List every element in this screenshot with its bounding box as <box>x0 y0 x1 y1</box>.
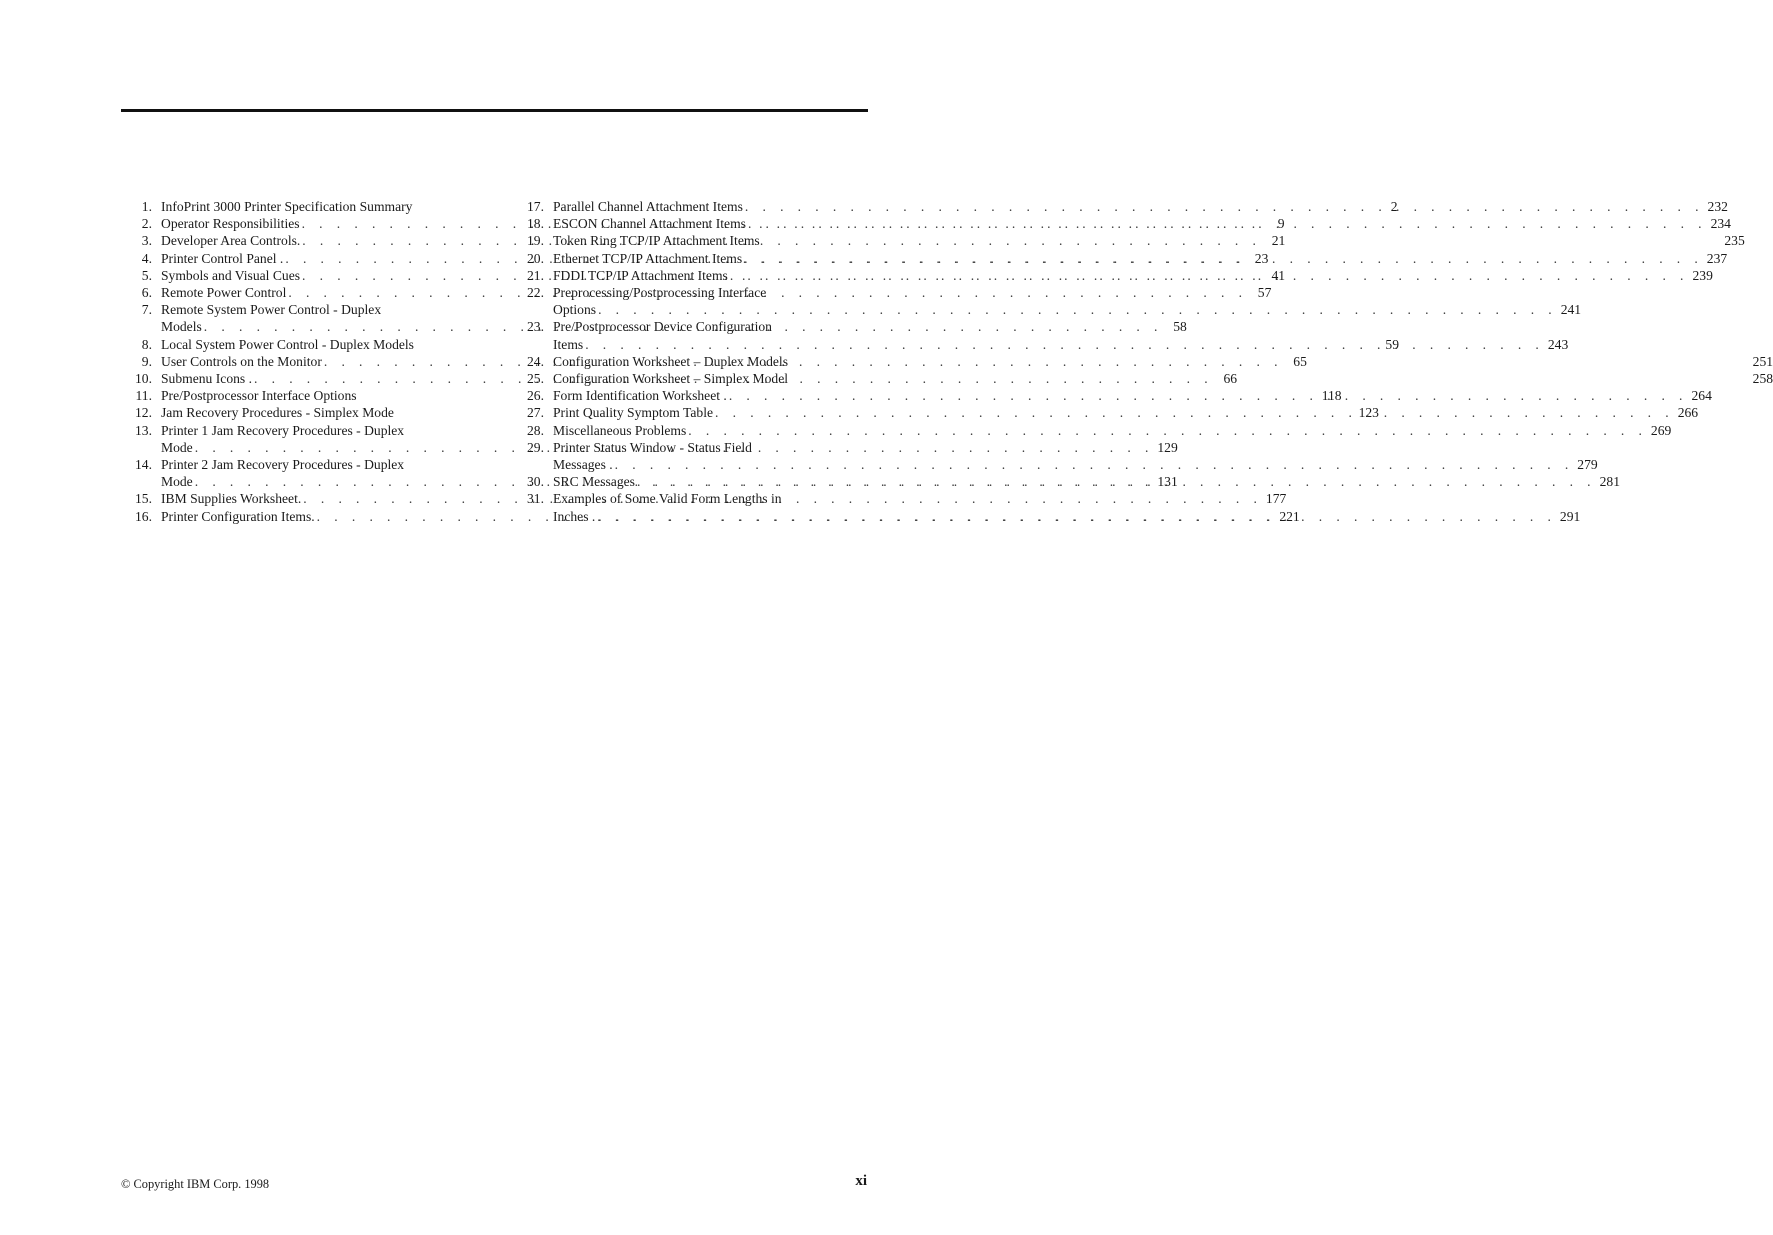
toc-entry-page: 2 <box>1390 199 1398 214</box>
toc-entry-title: Ethernet TCP/IP Attachment Items <box>553 250 743 266</box>
toc-entry-page: 65 <box>1293 353 1307 369</box>
toc-entry-number: 23. <box>527 319 544 335</box>
toc-entry-title: Configuration Worksheet – Duplex Models <box>553 353 789 369</box>
toc-entry-number: 20. <box>527 250 544 266</box>
dot-leader <box>715 404 1674 421</box>
toc-entry-page: 59 <box>1385 336 1399 352</box>
toc-entry-number: 24. <box>527 353 544 369</box>
toc-entry-number: 17. <box>527 199 544 214</box>
toc-entry-title: Pre/Postprocessor Interface Options <box>161 388 357 404</box>
toc-entry-title: Mode <box>161 474 193 490</box>
toc-entry-title: Printer Configuration Items. <box>161 508 315 524</box>
toc-entry-page: 281 <box>1599 474 1620 490</box>
toc-entry-page: 232 <box>1707 199 1728 214</box>
toc-entry-number: 28. <box>527 422 544 438</box>
toc-entry-title: ESCON Channel Attachment Items <box>553 216 746 232</box>
page-number: xi <box>855 1173 867 1189</box>
toc-entry-title: Developer Area Controls. <box>161 233 301 249</box>
dot-leader <box>745 198 1704 215</box>
toc-entry-number: 5. <box>141 267 152 283</box>
toc-entry-page: 118 <box>1321 388 1342 404</box>
toc-entry-number: 12. <box>135 405 152 421</box>
dot-leader <box>730 267 1689 284</box>
toc-entry-number: 14. <box>135 457 152 473</box>
toc-entry-page: 131 <box>1157 474 1178 490</box>
toc-entry-number: 1. <box>141 199 152 214</box>
toc-entry-number: 21. <box>527 267 544 283</box>
toc-entry-title: Miscellaneous Problems <box>553 422 687 438</box>
toc-entry-number: 15. <box>135 491 152 507</box>
toc-entry-title: Pre/Postprocessor Device Configuration <box>553 319 772 335</box>
toc-entry-number: 6. <box>141 285 152 301</box>
top-rule <box>121 109 868 112</box>
toc-entry-title: Parallel Channel Attachment Items <box>553 199 743 214</box>
copyright-notice: © Copyright IBM Corp. 1998 <box>121 1177 270 1191</box>
toc-entry-title: Submenu Icons . <box>161 371 252 387</box>
toc-entry-number: 2. <box>141 216 152 232</box>
toc-entry-title: Jam Recovery Procedures - Simplex Mode <box>161 405 394 421</box>
toc-entry-number: 8. <box>141 336 152 352</box>
toc-entry-title: Configuration Worksheet – Simplex Model <box>553 371 789 387</box>
toc-entry-title: Operator Responsibilities <box>161 216 300 232</box>
toc-entry-page: 23 <box>1254 250 1269 266</box>
toc-entry-number: 18. <box>527 216 544 232</box>
toc-entry-page: 251 <box>1752 353 1773 369</box>
toc-entry-number: 13. <box>135 422 152 438</box>
toc-entry-title: Local System Power Control - Duplex Models <box>161 336 414 352</box>
toc-entry-page: 264 <box>1691 388 1712 404</box>
toc-entry-page: 234 <box>1710 216 1731 232</box>
toc-entry-number: 3. <box>141 233 152 249</box>
toc-entry-number: 27. <box>527 405 544 421</box>
dot-leader <box>585 336 1544 353</box>
toc-entry-number: 19. <box>527 233 544 249</box>
toc-entry-page: 66 <box>1223 371 1238 387</box>
toc-entry-title: Printer 2 Jam Recovery Procedures - Duplex <box>161 457 405 473</box>
dot-leader <box>688 422 1647 439</box>
toc-entry-title: IBM Supplies Worksheet. <box>161 491 302 507</box>
toc-entry-number: 26. <box>527 388 544 404</box>
toc-entry-page: 123 <box>1358 405 1379 421</box>
toc-entry-title: Examples of Some Valid Form Lengths in <box>553 491 782 507</box>
toc-entry-title: Messages . <box>553 457 613 473</box>
toc-entry-title: Remote System Power Control - Duplex <box>161 302 382 318</box>
toc-entry-title: Printer 1 Jam Recovery Procedures - Duplex <box>161 422 405 438</box>
dot-leader <box>748 215 1707 232</box>
dot-leader <box>744 250 1703 267</box>
dot-leader <box>597 508 1556 525</box>
toc-entry-page: 235 <box>1724 233 1745 249</box>
toc-entry-title: Remote Power Control <box>161 285 287 301</box>
toc-entry-page: 9 <box>1277 216 1285 232</box>
toc-entry-number: 30. <box>527 474 544 490</box>
toc-entry-number: 29. <box>527 439 544 455</box>
toc-entry-title: Form Identification Worksheet . <box>553 388 727 404</box>
toc-entry[interactable] <box>513 198 1728 215</box>
toc-entry-page: 266 <box>1677 405 1699 421</box>
toc-entry-title: Inches . <box>553 508 596 524</box>
toc-entry-title: Token Ring TCP/IP Attachment Items <box>553 233 760 249</box>
toc-entry-title: SRC Messages <box>553 474 635 490</box>
toc-entry-number: 25. <box>527 371 544 387</box>
toc-entry-number: 4. <box>141 250 152 266</box>
toc-entry[interactable] <box>513 215 1731 232</box>
toc-entry[interactable] <box>513 250 1728 267</box>
toc-entry-title: Printer Status Window - Status Field <box>553 439 752 455</box>
dot-leader <box>615 456 1574 473</box>
toc-entry-page: 58 <box>1173 319 1187 335</box>
toc-entry-title: Symbols and Visual Cues <box>161 267 301 283</box>
toc-entry-page: 269 <box>1650 422 1672 438</box>
toc-entry-page: 41 <box>1271 267 1286 283</box>
toc-entry-number: 7. <box>141 302 152 318</box>
toc-entry-title: InfoPrint 3000 Printer Specification Summary <box>161 199 413 214</box>
dot-leader <box>729 387 1688 404</box>
toc-entry-page: 291 <box>1559 508 1581 524</box>
toc-entry-number: 16. <box>135 508 152 524</box>
toc-entry-page: 239 <box>1692 267 1713 283</box>
toc-entry-number: 10. <box>135 371 152 387</box>
toc-entry-title: FDDI TCP/IP Attachment Items <box>553 267 728 283</box>
toc-entry-page: 258 <box>1752 371 1773 387</box>
toc-entry-title: Printer Control Panel . <box>161 250 284 266</box>
toc-entry-page: 21 <box>1271 233 1286 249</box>
toc-entry-page: 237 <box>1706 250 1728 266</box>
toc-entry-title: Options <box>553 302 597 318</box>
dot-leader <box>598 301 1557 318</box>
toc-entry-page: 129 <box>1157 439 1178 455</box>
toc-entry-title: Preprocessing/Postprocessing Interface <box>553 285 767 301</box>
toc-entry-number: 11. <box>135 388 152 404</box>
toc-entry-title: Mode <box>161 439 193 455</box>
toc-entry-page: 177 <box>1265 491 1287 507</box>
toc-entry-page: 221 <box>1279 508 1300 524</box>
toc-entry-title: Models <box>161 319 202 335</box>
toc-entry-number: 9. <box>141 353 152 369</box>
toc-entry-page: 57 <box>1257 285 1272 301</box>
toc-entry-number: 22. <box>527 285 544 301</box>
toc-entry-page: 241 <box>1560 302 1582 318</box>
toc-entry-title: Print Quality Symptom Table <box>553 405 714 421</box>
dot-leader <box>637 473 1596 490</box>
toc-entry[interactable] <box>513 422 1672 439</box>
toc-entry-page: 279 <box>1577 457 1598 473</box>
toc-entry-title: Items <box>553 336 584 352</box>
toc-entry-number: 31. <box>527 491 544 507</box>
toc-entry-page: 243 <box>1547 336 1569 352</box>
toc-entry-title: User Controls on the Monitor <box>161 353 322 369</box>
